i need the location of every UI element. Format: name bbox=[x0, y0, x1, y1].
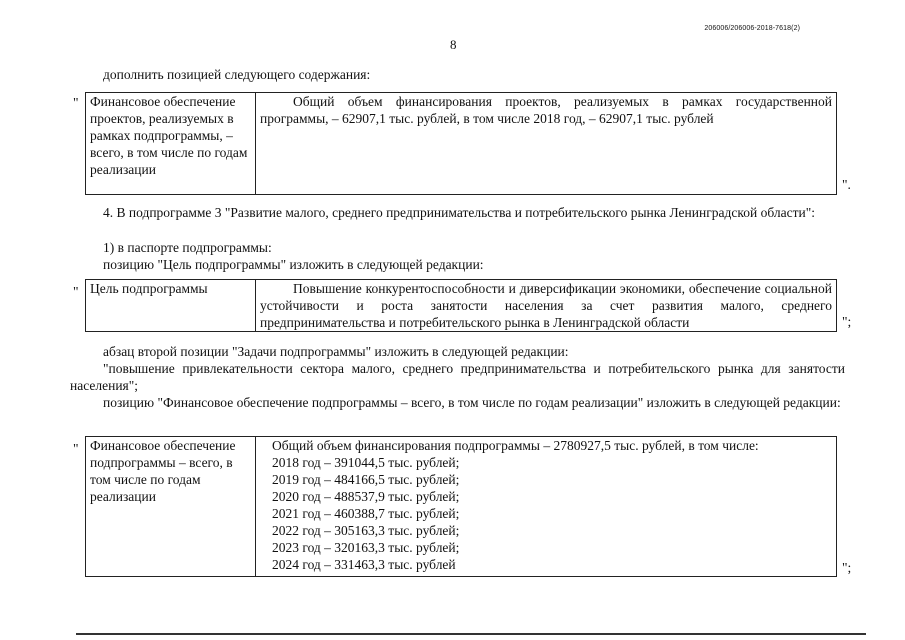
paragraph-4: 4. В подпрограмме 3 "Развитие малого, среднего предпринимательства и потребительского рынка Ленинградской области": bbox=[103, 205, 815, 220]
tasks-line: абзац второй позиции "Задачи подпрограммы" изложить в следующей редакции: bbox=[103, 344, 569, 359]
quote-close-2: "; bbox=[842, 314, 852, 329]
table3-right-cell bbox=[256, 437, 837, 577]
table-subprogram-goal bbox=[85, 279, 837, 332]
position-goal-line: позицию "Цель подпрограммы" изложить в следующей редакции: bbox=[103, 257, 484, 272]
intro-line: дополнить позицией следующего содержания: bbox=[103, 67, 371, 82]
table3-left-cell: Финансовое обеспечение подпрограммы – всего, в том числе по годам реализации bbox=[86, 437, 256, 577]
year-row: 2020 год – 488537,9 тыс. рублей; bbox=[272, 489, 460, 504]
year-row: 2024 год – 331463,3 тыс. рублей bbox=[272, 557, 456, 572]
tasks-text: "повышение привлекательности сектора малого, среднего предпринимательства и потребительского рынка для занятости населения"; bbox=[70, 361, 845, 393]
page-number: 8 bbox=[450, 37, 457, 52]
table3-total: Общий объем финансирования подпрограммы – 2780927,5 тыс. рублей, в том числе: bbox=[272, 438, 759, 453]
year-row: 2019 год – 484166,5 тыс. рублей; bbox=[272, 472, 460, 487]
table-financing-projects bbox=[85, 92, 837, 195]
year-row: 2022 год – 305163,3 тыс. рублей; bbox=[272, 523, 460, 538]
table-subprogram-financing bbox=[85, 436, 837, 577]
table2-right-cell: Повышение конкурентоспособности и диверсификации экономики, обеспечение социальной устойчивости и роста занятости населения за счет развития малого, среднего предпринимательства и потребительского рынка в Ленинградской области bbox=[256, 280, 837, 332]
scan-edge-line bbox=[76, 633, 866, 635]
document-id: 206006/206006-2018-7618(2) bbox=[704, 25, 800, 32]
year-row: 2023 год – 320163,3 тыс. рублей; bbox=[272, 540, 460, 555]
table1-right-cell: Общий объем финансирования проектов, реализуемых в рамках государственной программы, – 62907,1 тыс. рублей, в том числе 2018 год, – 62907,1 тыс. рублей bbox=[256, 93, 837, 195]
quote-open-3: " bbox=[73, 441, 79, 456]
item-1: 1) в паспорте подпрограммы: bbox=[103, 240, 272, 255]
finance-line: позицию "Финансовое обеспечение подпрограммы – всего, в том числе по годам реализации" изложить в следующей редакции: bbox=[103, 395, 841, 410]
quote-close-3: "; bbox=[842, 560, 852, 575]
year-row: 2018 год – 391044,5 тыс. рублей; bbox=[272, 455, 460, 470]
year-row: 2021 год – 460388,7 тыс. рублей; bbox=[272, 506, 460, 521]
quote-close-1: ". bbox=[842, 177, 851, 192]
table1-left-cell: Финансовое обеспечение проектов, реализуемых в рамках подпрограммы, – всего, в том числе по годам реализации bbox=[86, 93, 256, 195]
quote-open-1: " bbox=[73, 95, 79, 110]
table2-left-cell: Цель подпрограммы bbox=[86, 280, 256, 332]
quote-open-2: " bbox=[73, 284, 79, 299]
